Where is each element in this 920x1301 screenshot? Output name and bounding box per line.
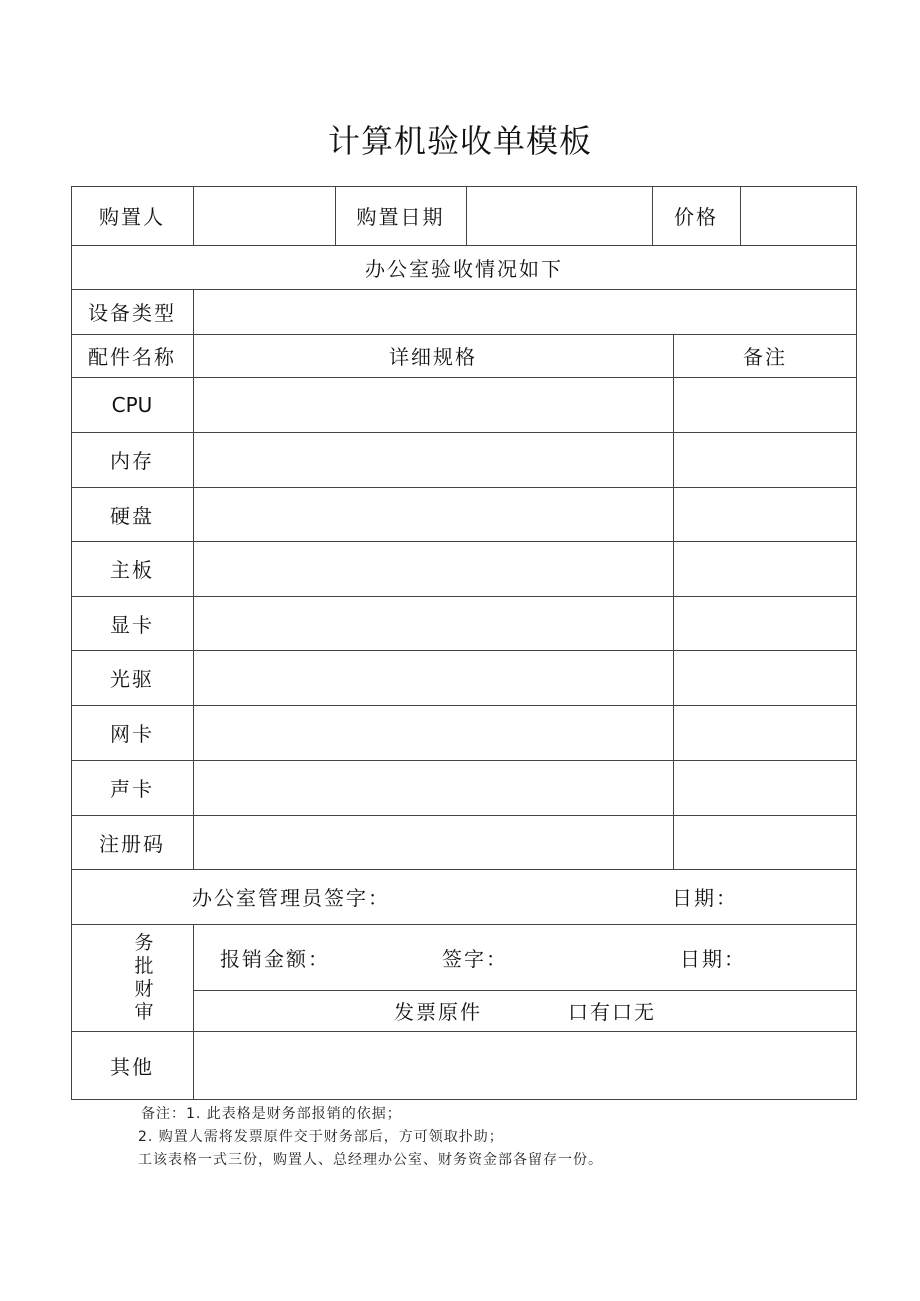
note-line-2: 2. 购置人需将发票原件交于财务部后，方可领取扑助； — [138, 1129, 504, 1145]
reimbursement-amount-label: 报销金额： — [220, 946, 330, 971]
device-type-field[interactable] — [193, 289, 857, 334]
price-field[interactable] — [740, 186, 857, 245]
price-label: 价格 — [674, 205, 718, 229]
admin-signature-label: 办公室管理员签字： — [192, 886, 390, 910]
finance-char: 批 — [134, 954, 154, 977]
remark-header: 备注 — [743, 345, 787, 369]
note-line-3: 工该表格一式三份，购置人、总经理办公室、财务资金部各留存一份。 — [138, 1152, 603, 1168]
finance-date-label: 日期： — [680, 946, 746, 971]
other-label: 其他 — [110, 1055, 154, 1079]
part-network-card: 网卡 — [110, 722, 154, 746]
buyer-field[interactable] — [193, 186, 335, 245]
spec-memory-field[interactable] — [193, 432, 673, 487]
spec-header: 详细规格 — [389, 345, 477, 369]
invoice-original-label: 发票原件 — [394, 1000, 482, 1024]
purchase-date-label: 购置日期 — [356, 205, 445, 229]
part-graphics-card: 显卡 — [110, 612, 154, 637]
remark-graphics-card-field[interactable] — [673, 596, 857, 650]
part-cpu: CPU — [111, 392, 153, 417]
spec-sound-card-field[interactable] — [193, 760, 673, 815]
inspection-section-title: 办公室验收情况如下 — [365, 256, 563, 281]
other-field[interactable] — [193, 1031, 857, 1100]
finance-char: 财 — [134, 977, 154, 1000]
page-title: 计算机验收单模板 — [327, 122, 592, 160]
part-memory: 内存 — [110, 449, 154, 473]
buyer-label: 购置人 — [99, 205, 165, 229]
remark-hard-disk-field[interactable] — [673, 487, 857, 541]
remark-cpu-field[interactable] — [673, 377, 857, 432]
part-sound-card: 声卡 — [110, 777, 154, 801]
invoice-options[interactable]: 口有口无 — [568, 1000, 656, 1024]
spec-registration-code-field[interactable] — [193, 815, 673, 869]
spec-hard-disk-field[interactable] — [193, 487, 673, 541]
part-registration-code: 注册码 — [99, 831, 165, 856]
part-motherboard: 主板 — [110, 558, 154, 582]
row-divider — [193, 990, 857, 991]
spec-cpu-field[interactable] — [193, 377, 673, 432]
part-hard-disk: 硬盘 — [110, 503, 154, 528]
spec-network-card-field[interactable] — [193, 705, 673, 760]
remark-memory-field[interactable] — [673, 432, 857, 487]
finance-signature-label: 签字： — [442, 946, 508, 971]
remark-registration-code-field[interactable] — [673, 815, 857, 869]
device-type-label: 设备类型 — [88, 301, 176, 325]
spec-optical-drive-field[interactable] — [193, 650, 673, 705]
remark-sound-card-field[interactable] — [673, 760, 857, 815]
part-optical-drive: 光驱 — [110, 667, 154, 691]
remark-optical-drive-field[interactable] — [673, 650, 857, 705]
finance-char: 务 — [134, 931, 154, 954]
finance-approval-label — [71, 924, 193, 1031]
spec-motherboard-field[interactable] — [193, 541, 673, 596]
remark-motherboard-field[interactable] — [673, 541, 857, 596]
admin-date-label: 日期： — [672, 886, 738, 910]
purchase-date-field[interactable] — [466, 186, 652, 245]
remark-network-card-field[interactable] — [673, 705, 857, 760]
finance-char: 审 — [134, 1000, 154, 1023]
part-name-header: 配件名称 — [88, 345, 176, 369]
note-line-1: 备注：1. 此表格是财务部报销的依据； — [141, 1106, 402, 1122]
spec-graphics-card-field[interactable] — [193, 596, 673, 650]
